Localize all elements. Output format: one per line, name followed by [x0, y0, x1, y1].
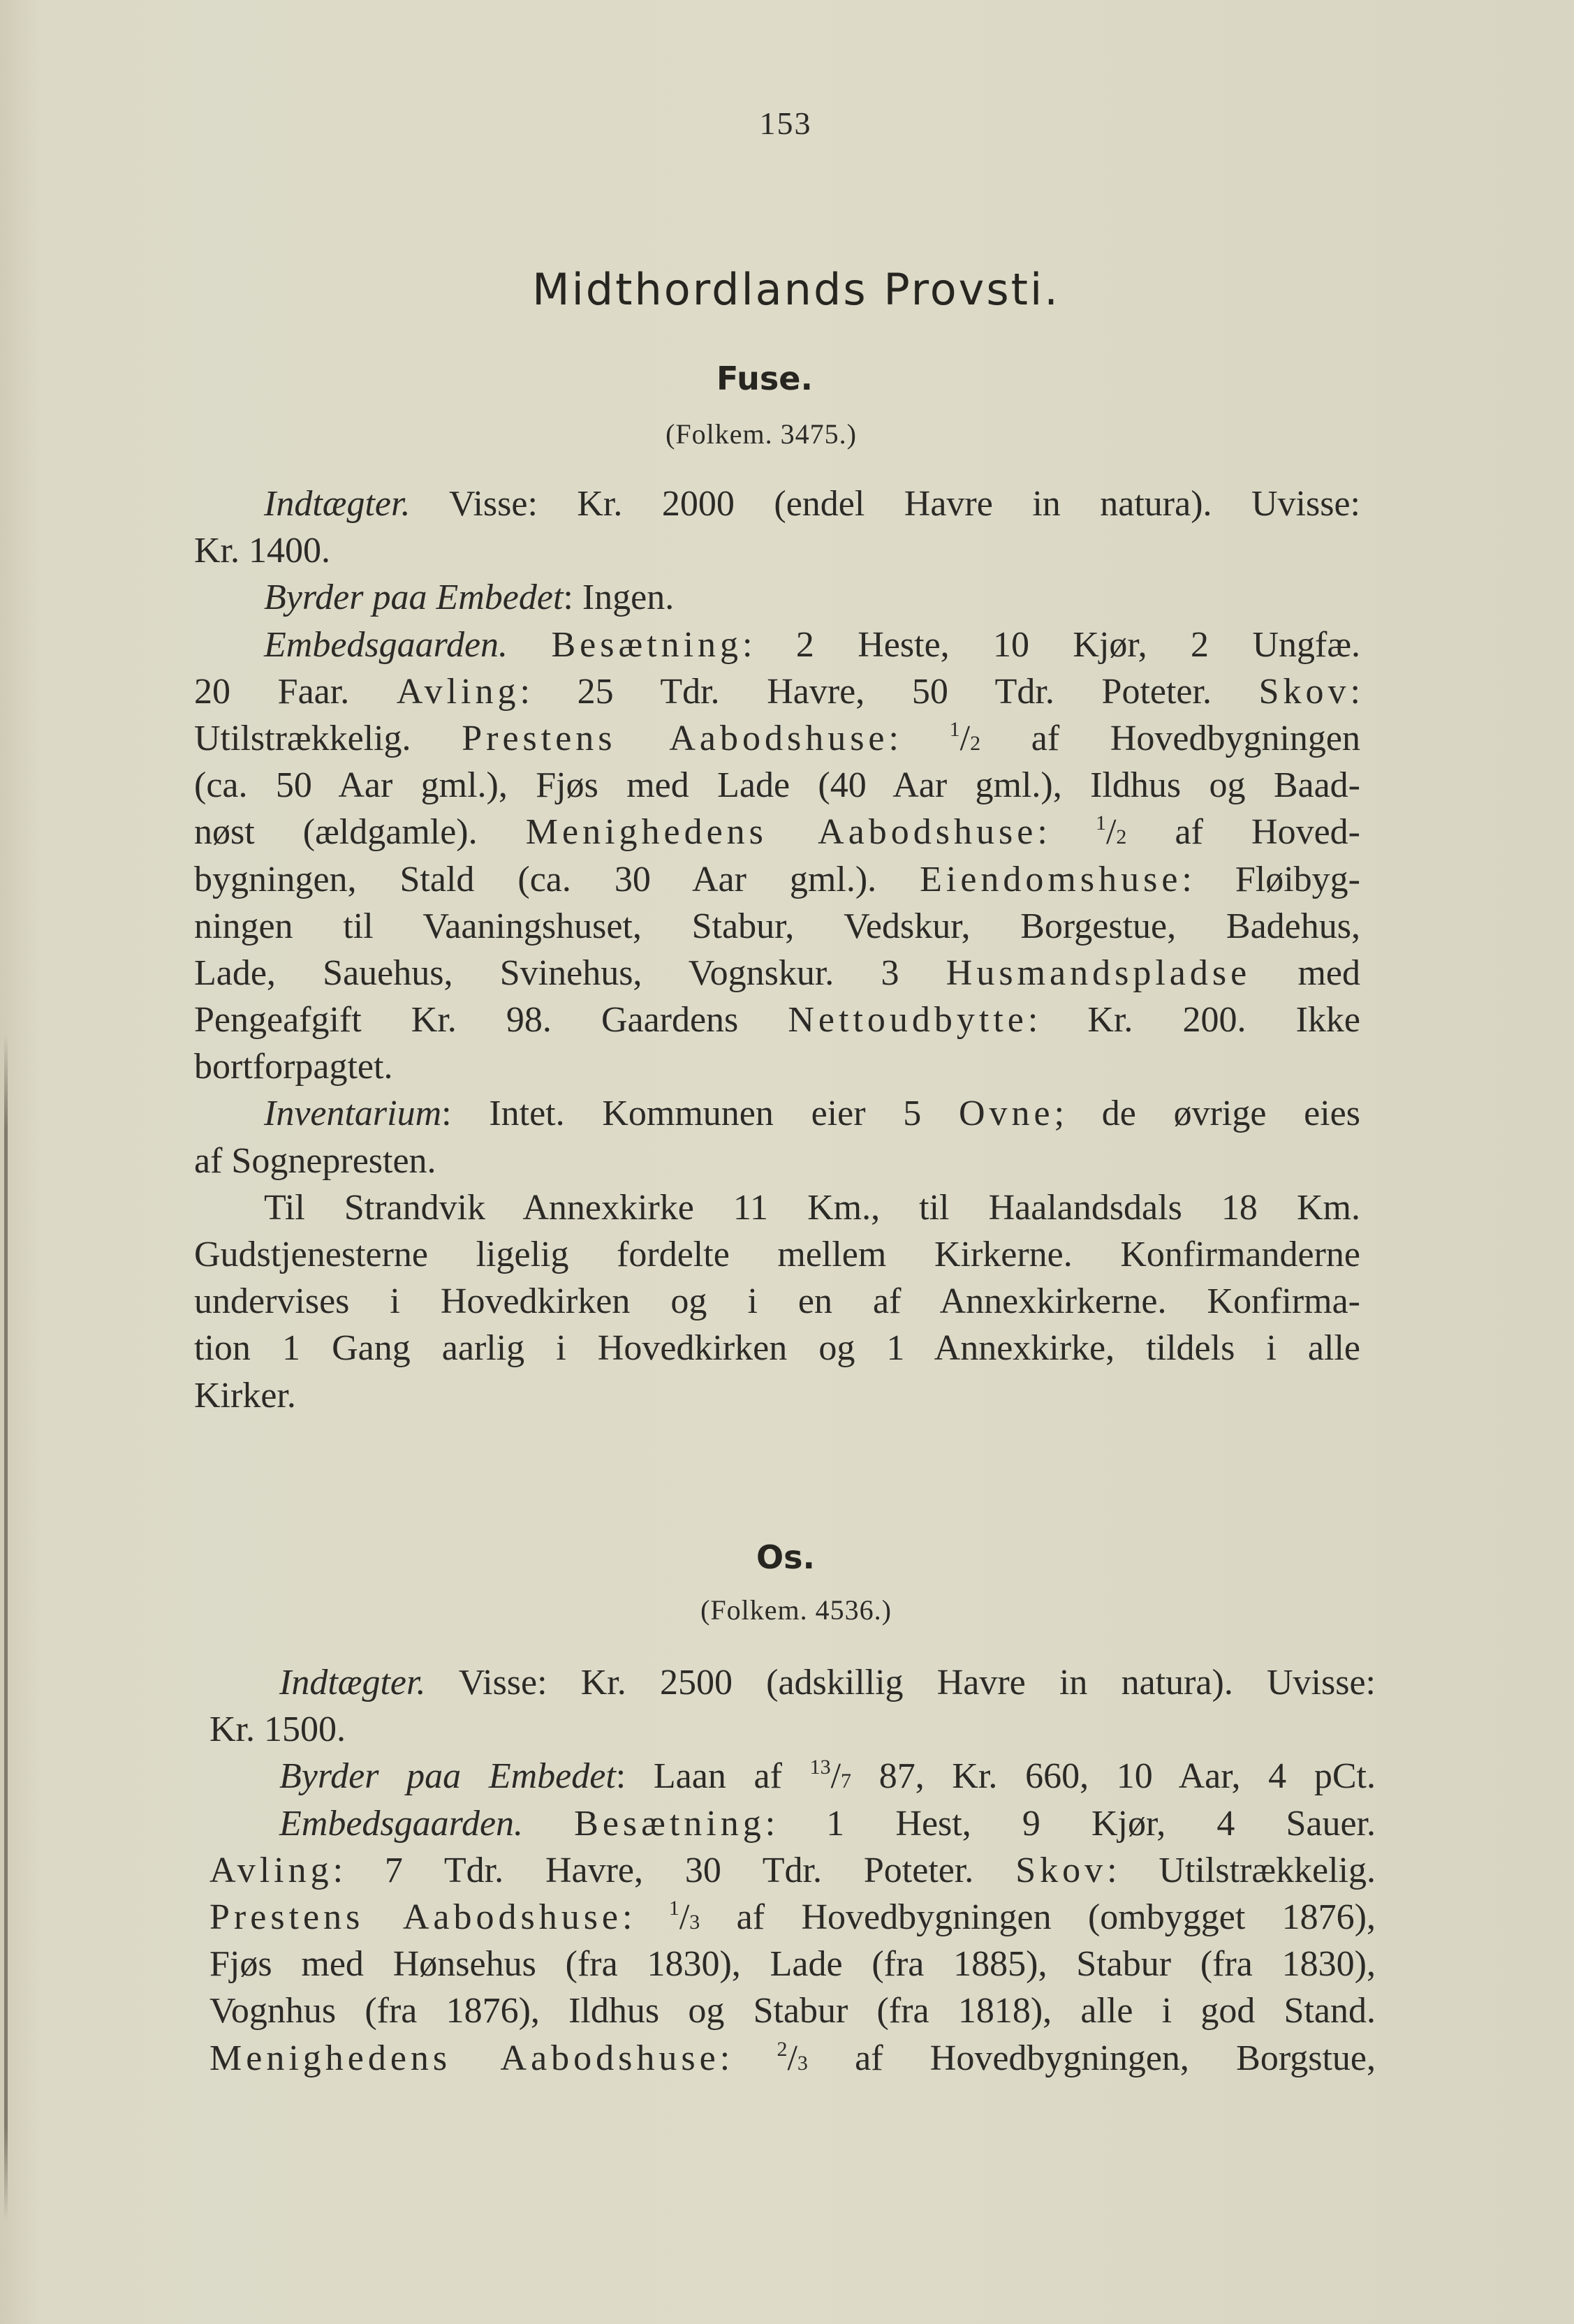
- text-line: Utilstrækkelig. Prestens Aabodshuse: $^1$/2 af Hovedbygningen: [194, 717, 1360, 758]
- text-line: af Sognepresten.: [194, 1140, 436, 1181]
- page-number: 153: [759, 105, 812, 141]
- text-line: Embedsgaarden. Besætning: 1 Hest, 9 Kjør, 4 Sauer.: [279, 1803, 1376, 1844]
- text-line: Menighedens Aabodshuse: $^2$/3 af Hovedbygningen, Borgstue,: [209, 2037, 1376, 2078]
- text-line: Inventarium: Intet. Kommunen eier 5 Ovne; de øvrige eies: [264, 1094, 1360, 1134]
- text-line: bygningen, Stald (ca. 30 Aar gml.). Eiendomshuse: Fløibyg-: [194, 859, 1360, 899]
- text-line: undervises i Hovedkirken og i en af Annexkirkerne. Konfirma-: [194, 1281, 1360, 1322]
- text-line: tion 1 Gang aarlig i Hovedkirken og 1 Annexkirke, tildels i alle: [194, 1328, 1360, 1369]
- section-population-fuse: (Folkem. 3475.): [665, 418, 857, 450]
- text-line: Byrder paa Embedet: Laan af $^{13}$/7 87, Kr. 660, 10 Aar, 4 pCt.: [279, 1756, 1376, 1797]
- text-line: bortforpagtet.: [194, 1047, 393, 1087]
- section-population-os: (Folkem. 4536.): [700, 1594, 892, 1626]
- text-line: Til Strandvik Annexkirke 11 Km., til Haalandsdals 18 Km.: [264, 1187, 1360, 1228]
- text-line: ningen til Vaaningshuset, Stabur, Vedskur, Borgestue, Badehus,: [194, 906, 1360, 946]
- text-line: Kirker.: [194, 1375, 296, 1415]
- text-line: Lade, Sauehus, Svinehus, Vognskur. 3 Husmandspladse med: [194, 953, 1360, 993]
- page-edge-shadow: [4, 1034, 8, 2221]
- section-title-fuse: Fuse.: [716, 360, 813, 397]
- text-line: Avling: 7 Tdr. Havre, 30 Tdr. Poteter. Skov: Utilstrækkelig.: [209, 1850, 1376, 1890]
- text-line: Indtægter. Visse: Kr. 2500 (adskillig Havre in natura). Uvisse:: [279, 1663, 1376, 1702]
- text-line: (ca. 50 Aar gml.), Fjøs med Lade (40 Aar gml.), Ildhus og Baad-: [194, 765, 1360, 806]
- text-line: Byrder paa Embedet: Ingen.: [264, 578, 675, 618]
- os-body: [209, 1659, 1376, 2082]
- text-line: Prestens Aabodshuse: $^1$/3 af Hovedbygningen (ombygget 1876),: [209, 1896, 1376, 1937]
- text-line: 20 Faar. Avling: 25 Tdr. Havre, 50 Tdr. Poteter. Skov:: [194, 671, 1360, 712]
- text-line: Gudstjenesterne ligelig fordelte mellem Kirkerne. Konfirmanderne: [194, 1235, 1360, 1274]
- text-line: nøst (ældgamle). Menighedens Aabodshuse: $^1$/2 af Hoved-: [194, 811, 1360, 853]
- fuse-body: [194, 480, 1360, 1419]
- text-line: Vognhus (fra 1876), Ildhus og Stabur (fra 1818), alle i god Stand.: [209, 1991, 1376, 2031]
- text-line: Kr. 1500.: [209, 1709, 346, 1750]
- text-line: Fjøs med Hønsehus (fra 1830), Lade (fra 1885), Stabur (fra 1830),: [209, 1944, 1376, 1985]
- text-line: Pengeafgift Kr. 98. Gaardens Nettoudbytte: Kr. 200. Ikke: [194, 1000, 1360, 1040]
- text-line: Kr. 1400.: [194, 531, 330, 571]
- text-line: Indtægter. Visse: Kr. 2000 (endel Havre in natura). Uvisse:: [264, 484, 1360, 524]
- section-title-os: Os.: [756, 1538, 815, 1576]
- text-line: Embedsgaarden. Besætning: 2 Heste, 10 Kjør, 2 Ungfæ.: [264, 624, 1360, 665]
- page-title: Midthordlands Provsti.: [532, 264, 1060, 315]
